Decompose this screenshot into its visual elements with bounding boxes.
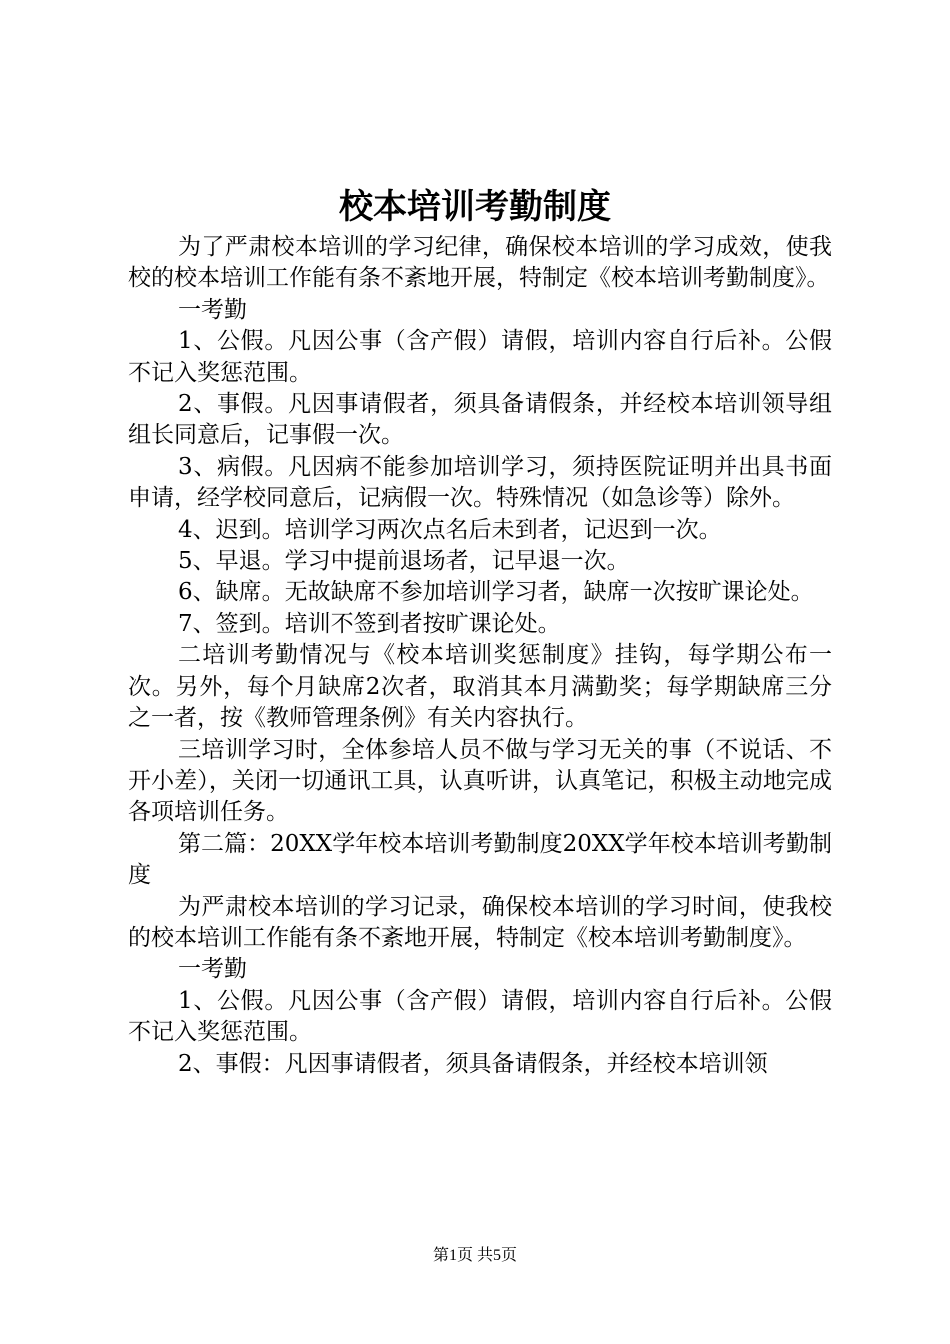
section-three-paragraph: 三培训学习时，全体参培人员不做与学习无关的事（不说话、不开小差），关闭一切通讯工具，认真听讲，认真笔记，积极主动地完成各项培训任务。 [128,736,832,826]
rule-sick-leave: 3、病假。凡因病不能参加培训学习，须持医院证明并出具书面申请，经学校同意后，记病假一次。特殊情况（如急诊等）除外。 [128,453,832,512]
rule-official-leave: 1、公假。凡因公事（含产假）请假，培训内容自行后补。公假不记入奖惩范围。 [128,328,832,386]
part-two-rule-personal-leave: 2、事假：凡因事请假者，须具备请假条，并经校本培训领 [178,1050,768,1077]
rule-personal-leave: 2、事假。凡因事请假者，须具备请假条，并经校本培训领导组组长同意后，记事假一次。 [128,391,832,449]
document-title: 校本培训考勤制度 [339,187,611,227]
section-heading-attendance: 一考勤 [178,296,247,323]
intro-paragraph: 为了严肃校本培训的学习纪律，确保校本培训的学习成效，使我校的校本培训工作能有条不紊地开展，特制定《校本培训考勤制度》。 [128,234,832,292]
section-two-paragraph: 二培训考勤情况与《校本培训奖惩制度》挂钩，每学期公布一次。另外，每个月缺席2次者，取消其本月满勤奖；每学期缺席三分之一者，按《教师管理条例》有关内容执行。 [128,642,832,732]
rule-early-leave: 5、早退。学习中提前退场者，记早退一次。 [178,548,630,575]
part-two-section-heading-attendance: 一考勤 [178,956,247,983]
part-two-rule-official-leave: 1、公假。凡因公事（含产假）请假，培训内容自行后补。公假不记入奖惩范围。 [128,987,832,1046]
part-two-intro-paragraph: 为严肃校本培训的学习记录，确保校本培训的学习时间，使我校的校本培训工作能有条不紊地开展，特制定《校本培训考勤制度》。 [128,893,832,951]
rule-late: 4、迟到。培训学习两次点名后未到者，记迟到一次。 [178,516,722,543]
page-footer: 第1页 共5页 [432,1247,517,1264]
rule-absence: 6、缺席。无故缺席不参加培训学习者，缺席一次按旷课论处。 [178,579,814,606]
rule-sign-in: 7、签到。培训不签到者按旷课论处。 [178,610,561,637]
document-body [128,232,832,1080]
part-two-heading: 第二篇：20XX学年校本培训考勤制度20XX学年校本培训考勤制度 [128,830,832,889]
